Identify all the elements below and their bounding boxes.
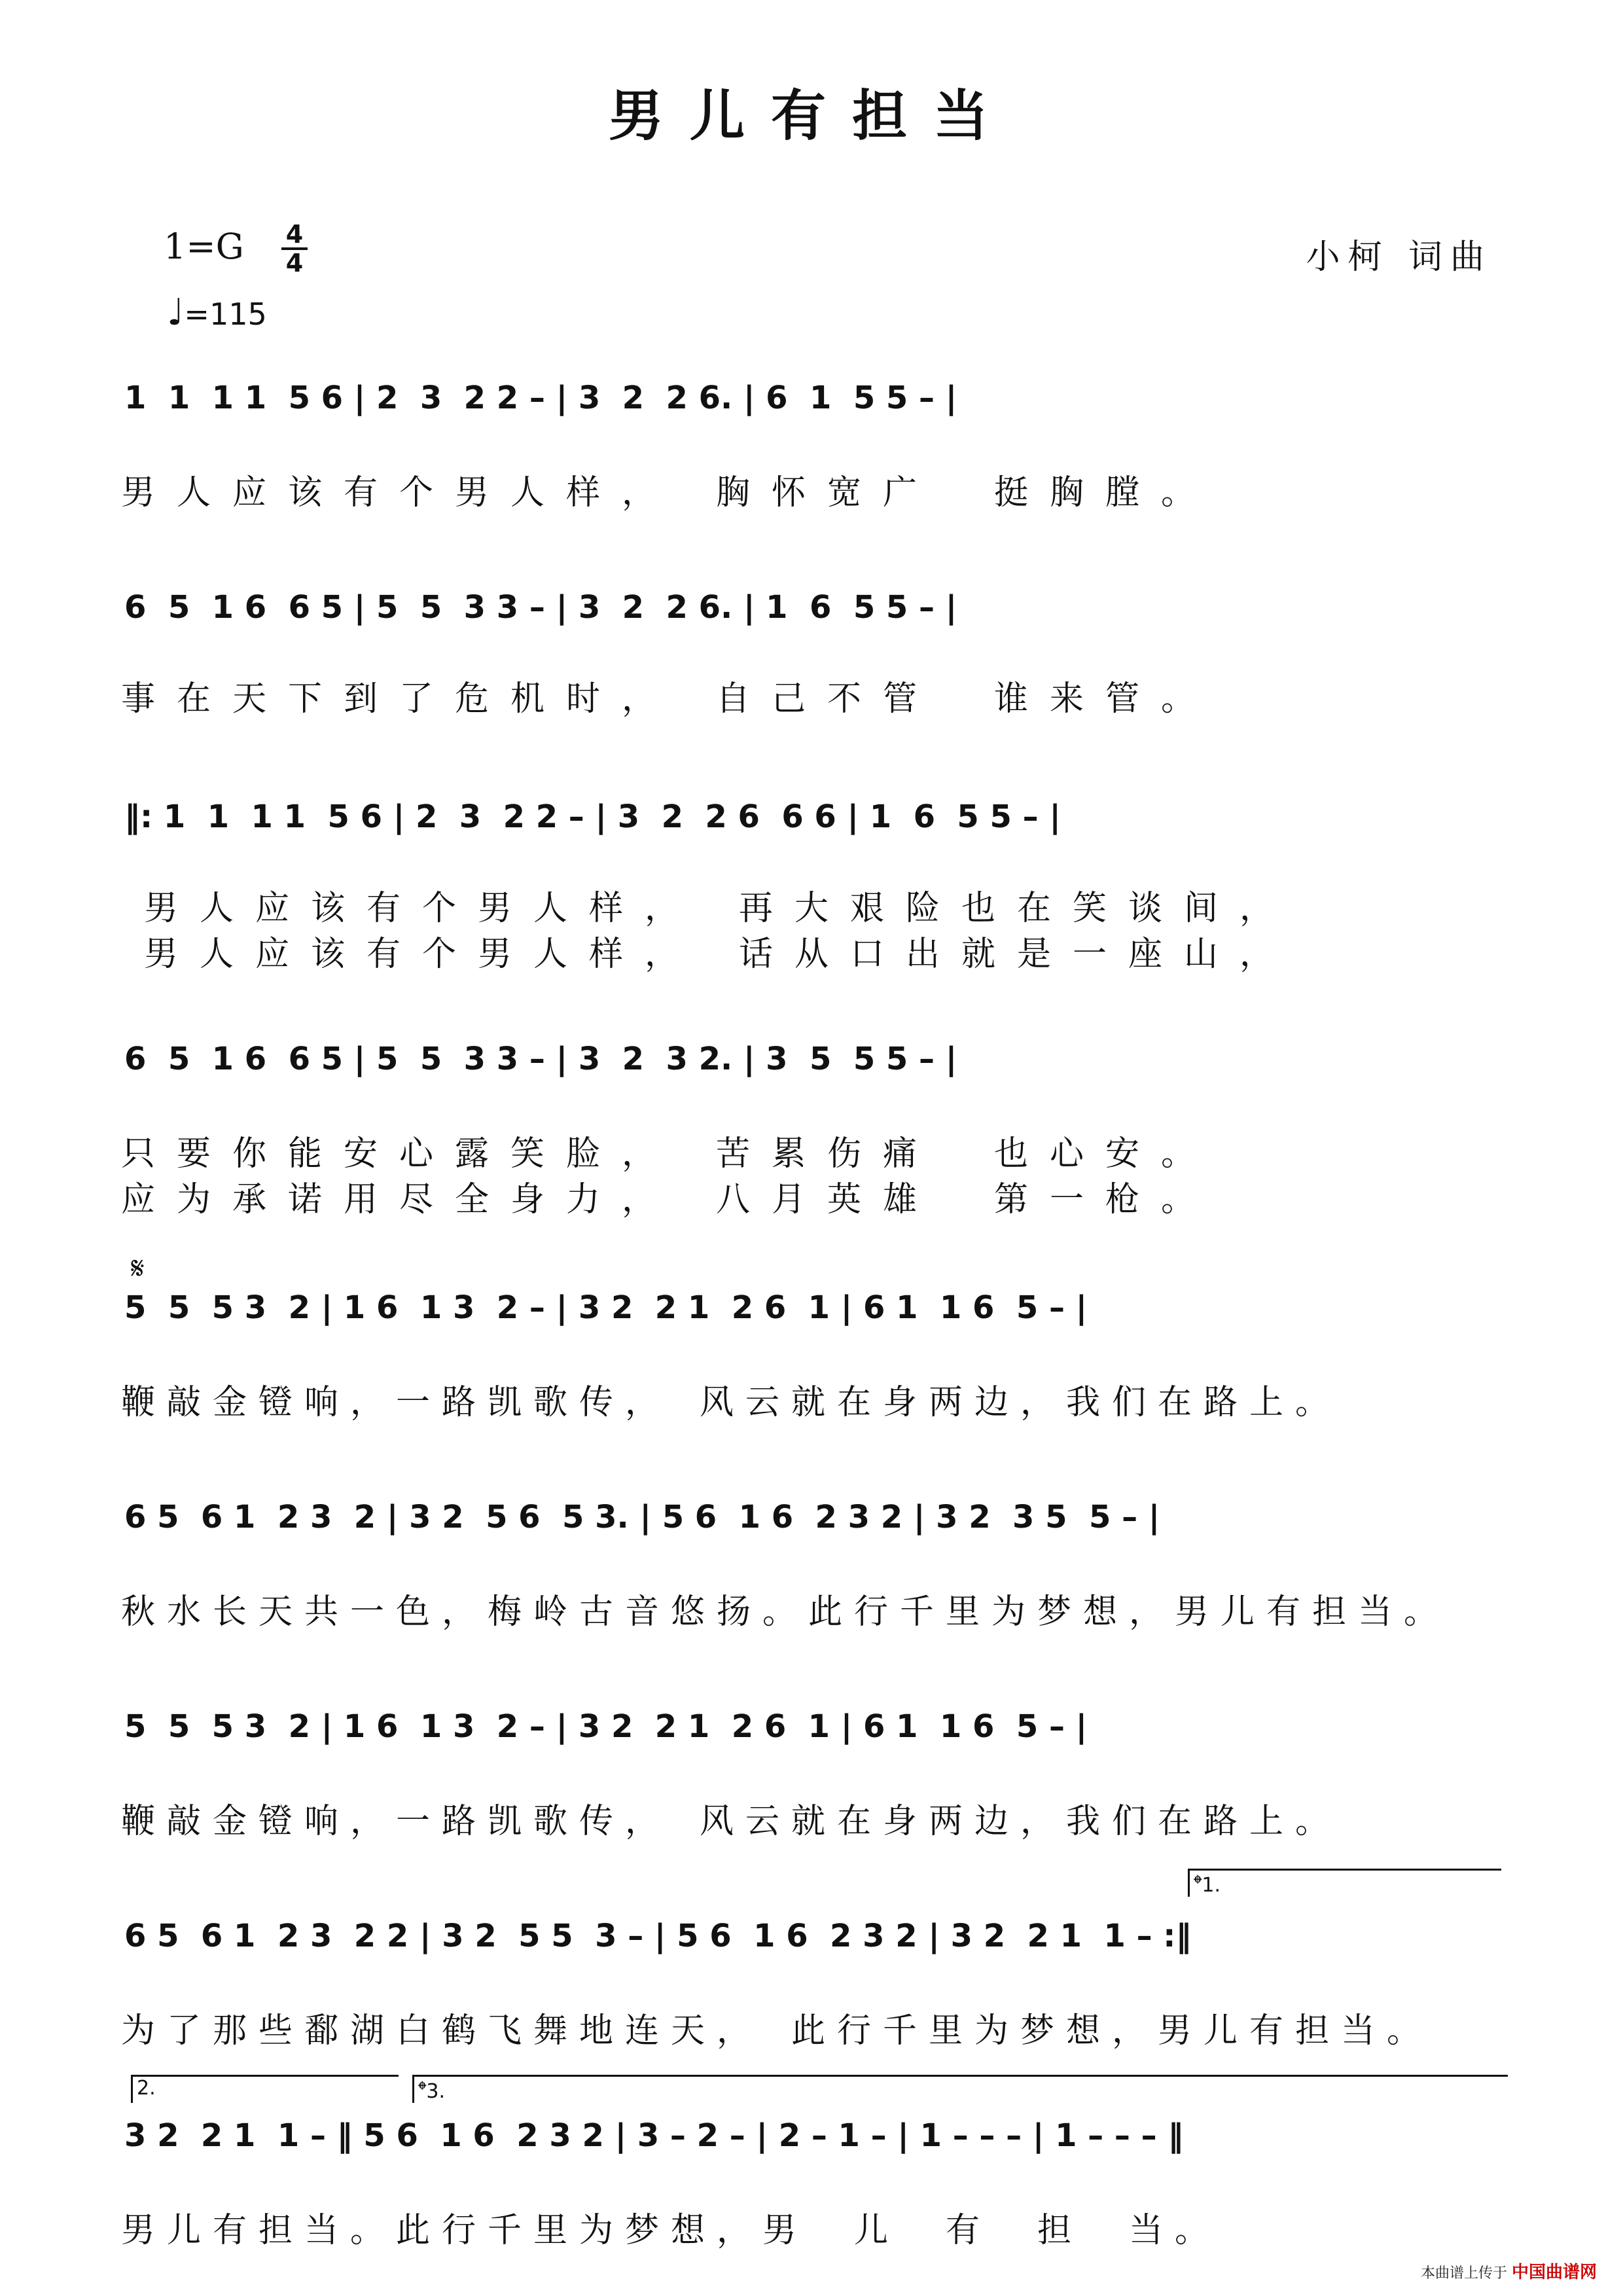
tempo-value: =115 — [184, 296, 267, 332]
staff-row — [124, 576, 1505, 668]
quarter-note-icon: ♩ — [167, 291, 185, 334]
volta-label: 2. — [137, 2077, 156, 2100]
lyric-line: 只要你能安心露笑脸， 苦累伤痛 也心安。 — [121, 1134, 1217, 1174]
staff-row — [124, 367, 1505, 458]
composer-credit: 小柯 词曲 — [1306, 238, 1492, 277]
lyric-line: 鞭敲金镫响，一路凯歌传， 风云就在身两边，我们在路上。 — [121, 1383, 1342, 1422]
notation-line: 6 5 6 1 2 3 2 | 3 2 5 6 5 3. | 5 6 1 6 2 3 2 | 3 2 3 5 5 – | — [124, 1499, 1160, 1535]
lyric-line: 鞭敲金镫响，一路凯歌传， 风云就在身两边，我们在路上。 — [121, 1802, 1342, 1841]
lyric-line: 应为承诺用尽全身力， 八月英雄 第一枪。 — [121, 1180, 1217, 1219]
volta-label: 3. — [426, 2080, 446, 2103]
segno-icon: 𝄋 — [131, 1250, 145, 1287]
meter-top: 4 — [281, 221, 308, 250]
staff-row — [124, 1695, 1505, 1787]
lyric-line: 男人应该有个男人样， 再大艰险也在笑谈间， — [144, 889, 1296, 928]
lyric-line: 秋水长天共一色，梅岭古音悠扬。此行千里为梦想，男儿有担当。 — [121, 1592, 1450, 1632]
staff-row — [124, 1028, 1505, 1119]
footer-prefix: 本曲谱上传于 — [1420, 2265, 1507, 2282]
volta-label: 1. — [1202, 1874, 1221, 1897]
lyric-line: 男儿有担当。此行千里为梦想，男 儿 有 担 当。 — [121, 2211, 1221, 2250]
notation-line: 1 1 1 1 5 6 | 2 3 2 2 – | 3 2 2 6. | 6 1 5 5 – | — [124, 380, 957, 416]
lyric-line: 为了那些鄱湖白鹤飞舞地连天， 此行千里为梦想，男儿有担当。 — [121, 2011, 1433, 2051]
notation-line: 6 5 6 1 2 3 2 2 | 3 2 5 5 3 – | 5 6 1 6 2 3 2 | 3 2 2 1 1 – :‖ — [124, 1918, 1192, 1954]
notation-line: ‖: 1 1 1 1 5 6 | 2 3 2 2 – | 3 2 2 6 6 6 | 1 6 5 5 – | — [124, 798, 1061, 835]
coda-icon: 𝄌 — [418, 2077, 427, 2104]
notation-line: 3 2 2 1 1 – ‖ 5 6 1 6 2 3 2 | 3 – 2 – | 2 – 1 – | 1 – – – | 1 – – – ‖ — [124, 2117, 1184, 2154]
source-footer — [1421, 2259, 1597, 2283]
staff-row — [124, 785, 1505, 877]
staff-row — [124, 2104, 1505, 2196]
staff-row — [124, 1905, 1505, 1996]
lyric-line: 男人应该有个男人样， 胸怀宽广 挺胸膛。 — [121, 473, 1217, 512]
volta-bracket-1 — [1188, 1869, 1501, 1897]
song-title: 男儿有担当 — [608, 83, 1014, 148]
notation-line: 6 5 1 6 6 5 | 5 5 3 3 – | 3 2 3 2. | 3 5 5 5 – | — [124, 1041, 957, 1077]
staff-row — [124, 1486, 1505, 1577]
volta-bracket-3 — [412, 2075, 1508, 2103]
meter-bottom: 4 — [285, 249, 304, 278]
notation-line: 5 5 5 3 2 | 1 6 1 3 2 – | 3 2 2 1 2 6 1 | 6 1 1 6 5 – | — [124, 1289, 1088, 1326]
lyric-line: 男人应该有个男人样， 话从口出就是一座山， — [144, 935, 1296, 974]
volta-bracket-2 — [131, 2075, 399, 2103]
coda-icon: 𝄌 — [1194, 1871, 1202, 1897]
key-signature: 1=G — [164, 226, 244, 267]
staff-row — [124, 1276, 1505, 1368]
notation-line: 5 5 5 3 2 | 1 6 1 3 2 – | 3 2 2 1 2 6 1 | 6 1 1 6 5 – | — [124, 1708, 1088, 1745]
lyric-line: 事在天下到了危机时， 自己不管 谁来管。 — [121, 679, 1217, 719]
tempo-marking — [167, 291, 267, 334]
notation-line: 6 5 1 6 6 5 | 5 5 3 3 – | 3 2 2 6. | 1 6 5 5 – | — [124, 589, 957, 626]
time-signature — [281, 221, 308, 276]
site-logo[interactable]: 中国曲谱网 — [1511, 2263, 1597, 2282]
